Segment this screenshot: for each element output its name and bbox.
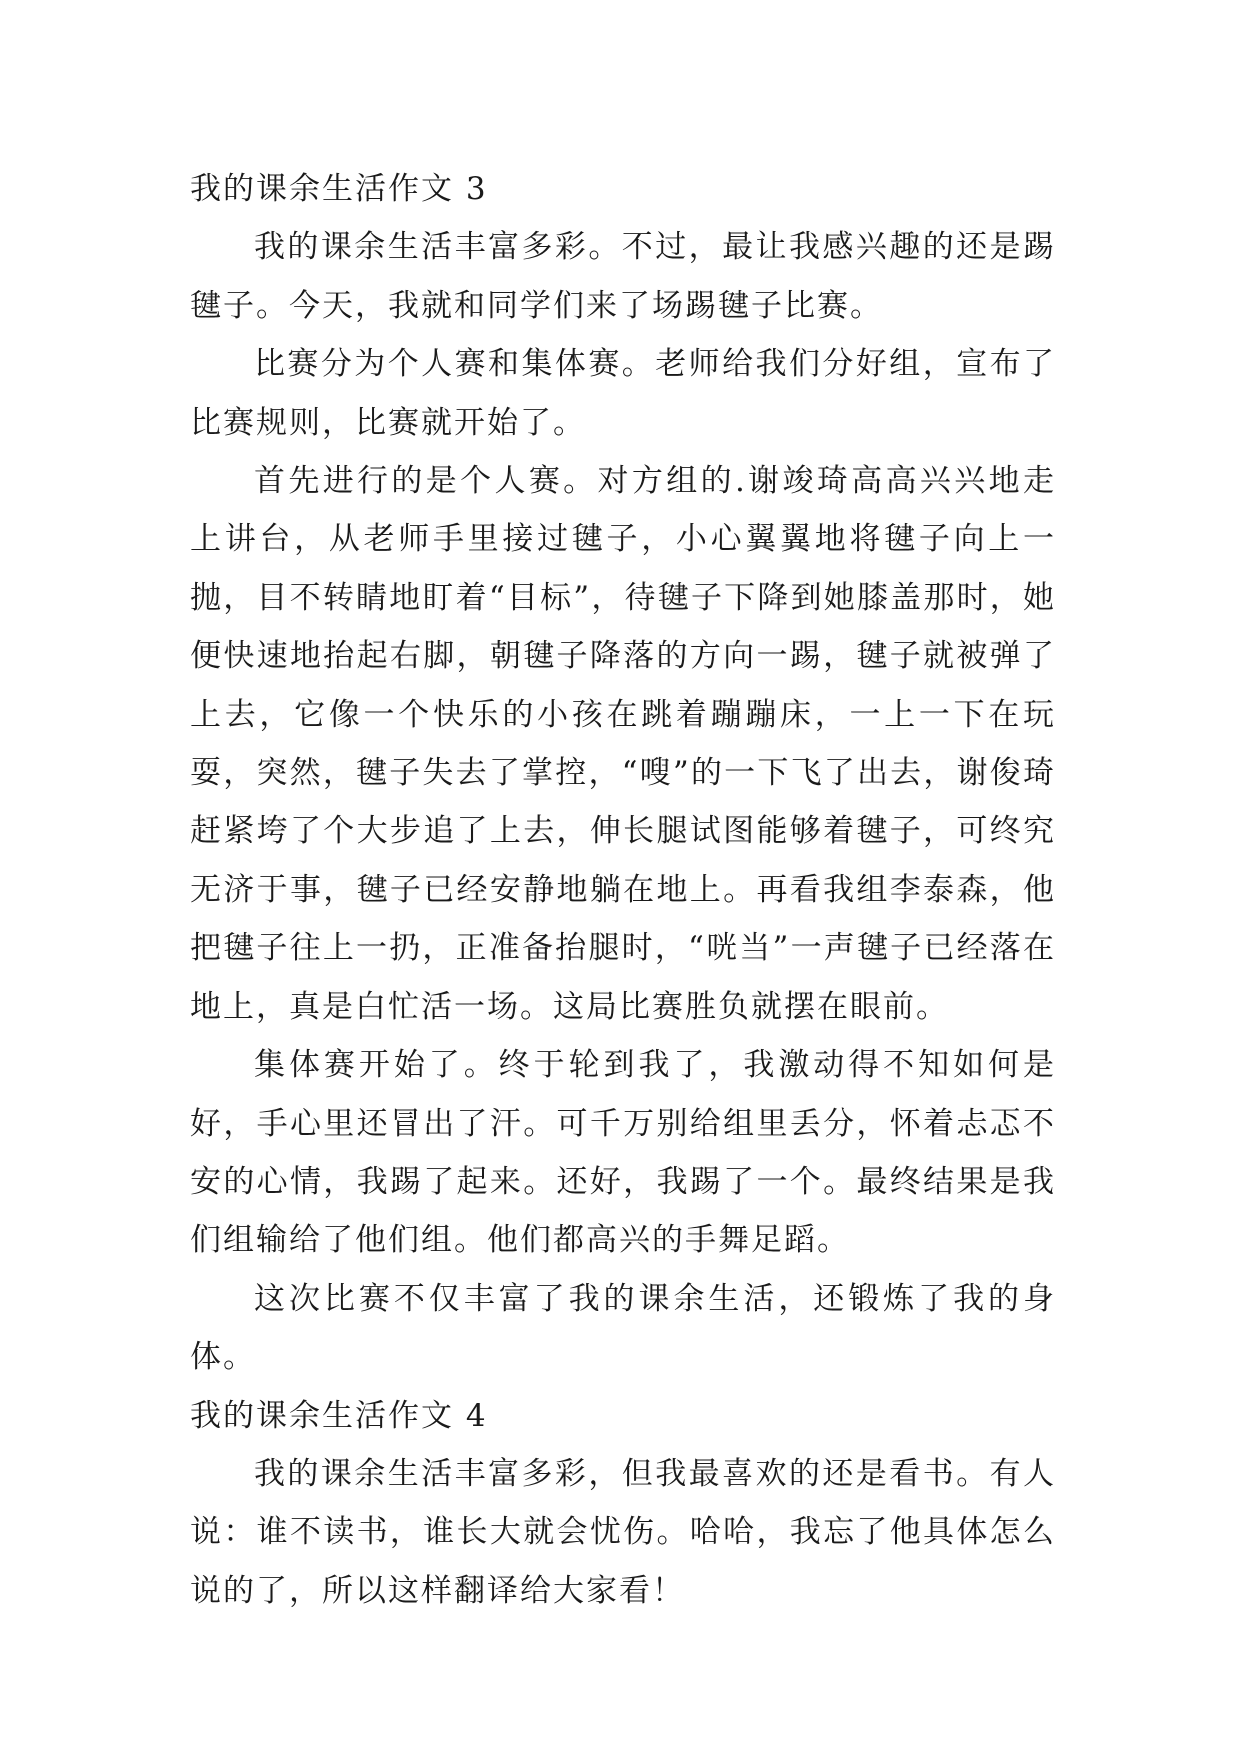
document-page (190, 160, 1056, 1620)
paragraph: 我的课余生活丰富多彩，但我最喜欢的还是看书。有人说：谁不读书，谁长大就会忧伤。哈哈，我忘了他具体怎么说的了，所以这样翻译给大家看！ (190, 1455, 1056, 1609)
section-title: 我的课余生活作文 4 (190, 1397, 488, 1434)
paragraph: 我的课余生活丰富多彩。不过，最让我感兴趣的还是踢毽子。今天，我就和同学们来了场踢毽子比赛。 (190, 229, 1056, 324)
paragraph: 集体赛开始了。终于轮到我了，我激动得不知如何是好，手心里还冒出了汗。可千万别给组里丢分，怀着忐忑不安的心情，我踢了起来。还好，我踢了一个。最终结果是我们组输给了他们组。他们都高兴的手舞足蹈。 (190, 1047, 1056, 1259)
paragraph: 首先进行的是个人赛。对方组的.谢竣琦高高兴兴地走上讲台，从老师手里接过毽子，小心翼翼地将毽子向上一抛，目不转睛地盯着“目标”，待毽子下降到她膝盖那时，她便快速地抬起右脚，朝毽子降落的方向一踢，毽子就被弹了上去，它像一个快乐的小孩在跳着蹦蹦床，一上一下在玩耍，突然，毽子失去了掌控，“嗖”的一下飞了出去，谢俊琦赶紧垮了个大步追了上去，伸长腿试图能够着毽子，可终究无济于事，毽子已经安静地躺在地上。再看我组李泰森，他把毽子往上一扔，正准备抬腿时，“咣当”一声毽子已经落在地上，真是白忙活一场。这局比赛胜负就摆在眼前。 (190, 463, 1056, 1025)
section-title: 我的课余生活作文 3 (190, 171, 488, 207)
essay-section-4 (190, 1387, 1056, 1621)
paragraph: 比赛分为个人赛和集体赛。老师给我们分好组，宣布了比赛规则，比赛就开始了。 (190, 346, 1056, 441)
essay-section-3 (190, 160, 1056, 1387)
paragraph: 这次比赛不仅丰富了我的课余生活，还锻炼了我的身体。 (190, 1280, 1056, 1376)
